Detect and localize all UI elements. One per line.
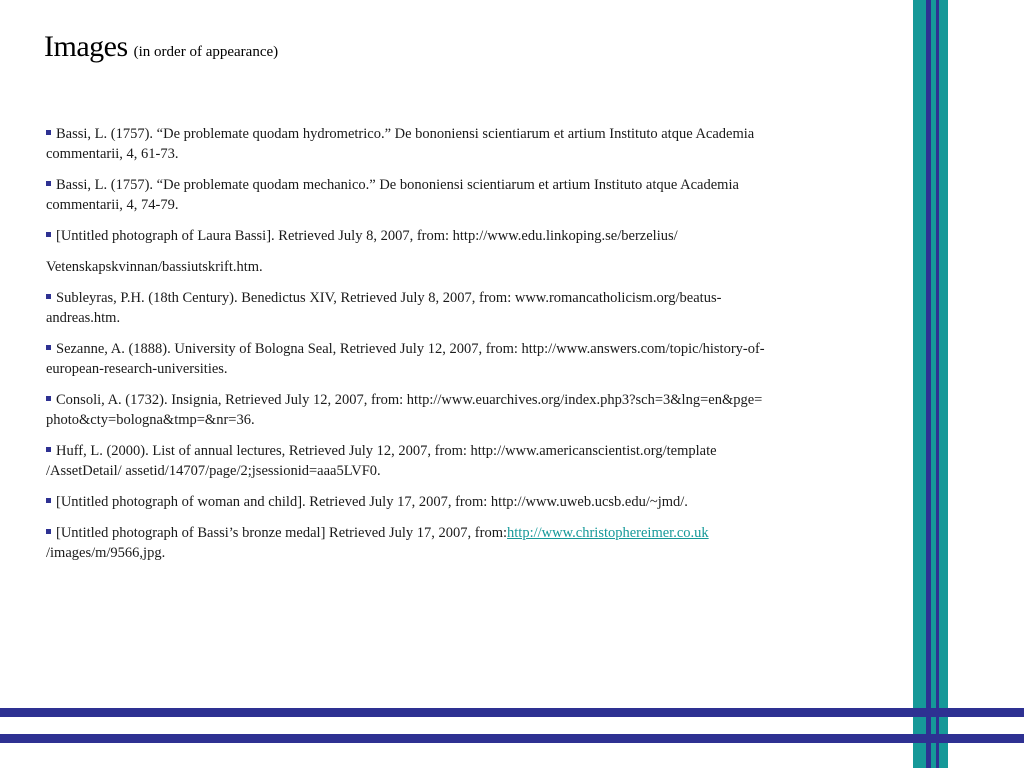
reference-text: Consoli, A. (1732). Insignia, Retrieved July 12, 2007, from: http://www.euarchives.org/index.php3?sch=3&lng=en&pge= (56, 392, 763, 408)
reference-continuation: Vetenskapskvinnan/bassiutskrift.htm. (46, 259, 263, 275)
reference-continuation: european-research-universities. (46, 361, 228, 377)
reference-text: Bassi, L. (1757). “De problemate quodam hydrometrico.” De bononiensi scientiarum et artium Instituto atque Academia (56, 126, 755, 142)
bullet-icon (46, 529, 51, 534)
navy-horizontal-line-1 (0, 708, 1024, 717)
reference-item (36, 339, 896, 379)
navy-vertical-line-1 (926, 0, 931, 768)
reference-text: [Untitled photograph of Bassi’s bronze medal] Retrieved July 17, 2007, from: (56, 525, 508, 541)
reference-continuation: /images/m/9566,jpg. (46, 545, 166, 561)
reference-continuation: photo&cty=bologna&tmp=&nr=36. (46, 412, 255, 428)
reference-text: [Untitled photograph of Laura Bassi]. Retrieved July 8, 2007, from: http://www.edu.linkoping.se/berzelius/ (56, 228, 678, 244)
bullet-icon (46, 294, 51, 299)
reference-item (36, 390, 896, 430)
bullet-icon (46, 396, 51, 401)
reference-item (36, 288, 896, 328)
reference-continuation: andreas.htm. (46, 310, 121, 326)
reference-text: Huff, L. (2000). List of annual lectures, Retrieved July 12, 2007, from: http://www.americanscientist.org/template (56, 443, 717, 459)
reference-item (36, 226, 896, 277)
reference-item (36, 124, 896, 164)
navy-horizontal-line-2 (0, 734, 1024, 743)
reference-list (36, 124, 896, 574)
slide-title (44, 30, 278, 64)
reference-item (36, 523, 896, 563)
navy-vertical-line-2 (936, 0, 939, 768)
bullet-icon (46, 130, 51, 135)
reference-text: Bassi, L. (1757). “De problemate quodam mechanico.” De bononiensi scientiarum et artium Instituto atque Academia (56, 177, 739, 193)
reference-continuation: commentarii, 4, 61-73. (46, 146, 179, 162)
reference-item (36, 441, 896, 481)
title-subtitle: (in order of appearance) (133, 44, 279, 60)
reference-continuation: commentarii, 4, 74-79. (46, 197, 179, 213)
reference-item (36, 175, 896, 215)
title-main: Images (44, 30, 128, 63)
reference-text: Subleyras, P.H. (18th Century). Benedictus XIV, Retrieved July 8, 2007, from: www.romancatholicism.org/beatus- (56, 290, 722, 306)
bullet-icon (46, 345, 51, 350)
reference-text: [Untitled photograph of woman and child]. Retrieved July 17, 2007, from: http://www.uweb.ucsb.edu/~jmd/. (56, 494, 688, 510)
bullet-icon (46, 447, 51, 452)
reference-text: Sezanne, A. (1888). University of Bologna Seal, Retrieved July 12, 2007, from: http://www.answers.com/topic/history-of- (56, 341, 765, 357)
bullet-icon (46, 232, 51, 237)
christophereimer-link[interactable]: http://www.christophereimer.co.uk (507, 525, 709, 541)
bullet-icon (46, 181, 51, 186)
reference-continuation: /AssetDetail/ assetid/14707/page/2;jsessionid=aaa5LVF0. (46, 463, 381, 479)
bullet-icon (46, 498, 51, 503)
reference-item (36, 492, 896, 512)
